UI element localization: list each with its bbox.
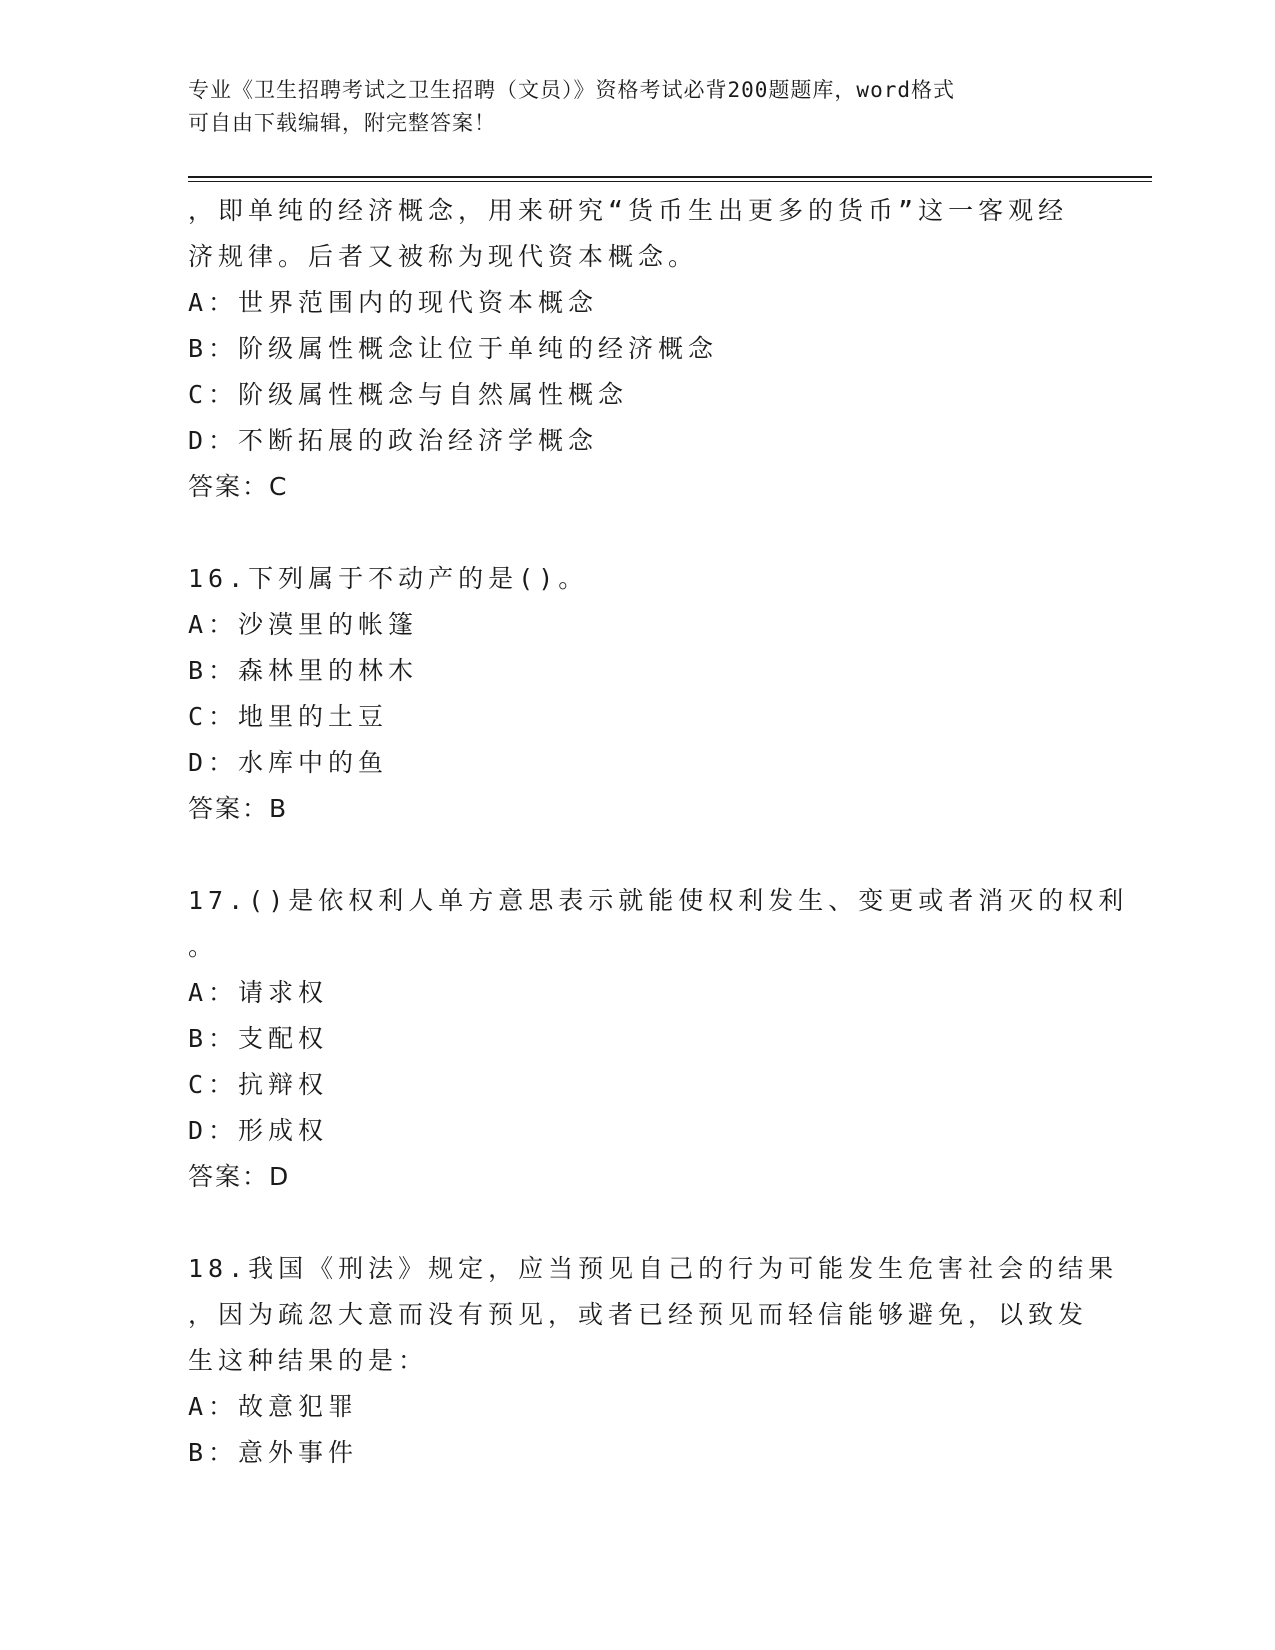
page-header: [188, 74, 1068, 140]
option-a: A：沙漠里的帐篷: [188, 610, 419, 639]
option-c: C：抗辩权: [188, 1070, 329, 1099]
answer-line: 答案：B: [188, 794, 289, 823]
option-b: B：森林里的林木: [188, 656, 419, 685]
option-c: C：地里的土豆: [188, 702, 389, 731]
option-d: D：形成权: [188, 1116, 329, 1145]
question-text: 济规律。后者又被称为现代资本概念。: [188, 242, 699, 271]
option-c: C：阶级属性概念与自然属性概念: [188, 380, 629, 409]
answer-line: 答案：C: [188, 472, 289, 501]
question-text: 17.()是依权利人单方意思表示就能使权利发生、变更或者消灭的权利: [188, 886, 1129, 915]
question-block-18: [188, 1246, 1119, 1476]
header-divider-thick: [188, 176, 1152, 178]
option-b: B：阶级属性概念让位于单纯的经济概念: [188, 334, 719, 363]
question-block-continued: [188, 188, 1088, 510]
header-title-line-2: 可自由下载编辑，附完整答案！: [188, 111, 496, 135]
option-b: B：支配权: [188, 1024, 329, 1053]
option-d: D：水库中的鱼: [188, 748, 389, 777]
option-b: B：意外事件: [188, 1438, 359, 1467]
header-title-line-1: 专业《卫生招聘考试之卫生招聘（文员）》资格考试必背200题题库，word格式: [188, 78, 955, 102]
option-a: A：请求权: [188, 978, 329, 1007]
option-a: A：故意犯罪: [188, 1392, 359, 1421]
header-divider-thin: [188, 181, 1152, 182]
question-text: ，因为疏忽大意而没有预见，或者已经预见而轻信能够避免，以致发: [188, 1300, 1089, 1329]
option-a: A：世界范围内的现代资本概念: [188, 288, 599, 317]
question-block-16: [188, 556, 1088, 832]
question-text: 生这种结果的是：: [188, 1346, 429, 1375]
spacer: [188, 510, 1088, 556]
spacer: [188, 1200, 1088, 1246]
spacer: [188, 832, 1088, 878]
question-list: [188, 188, 1129, 1476]
question-text: 18.我国《刑法》规定，应当预见自己的行为可能发生危害社会的结果: [188, 1254, 1119, 1283]
question-text: 16.下列属于不动产的是()。: [188, 564, 589, 593]
question-text: 。: [188, 932, 219, 961]
option-d: D：不断拓展的政治经济学概念: [188, 426, 599, 455]
answer-line: 答案：D: [188, 1162, 291, 1191]
question-text: ，即单纯的经济概念，用来研究“货币生出更多的货币”这一客观经: [188, 196, 1069, 225]
question-block-17: [188, 878, 1129, 1200]
